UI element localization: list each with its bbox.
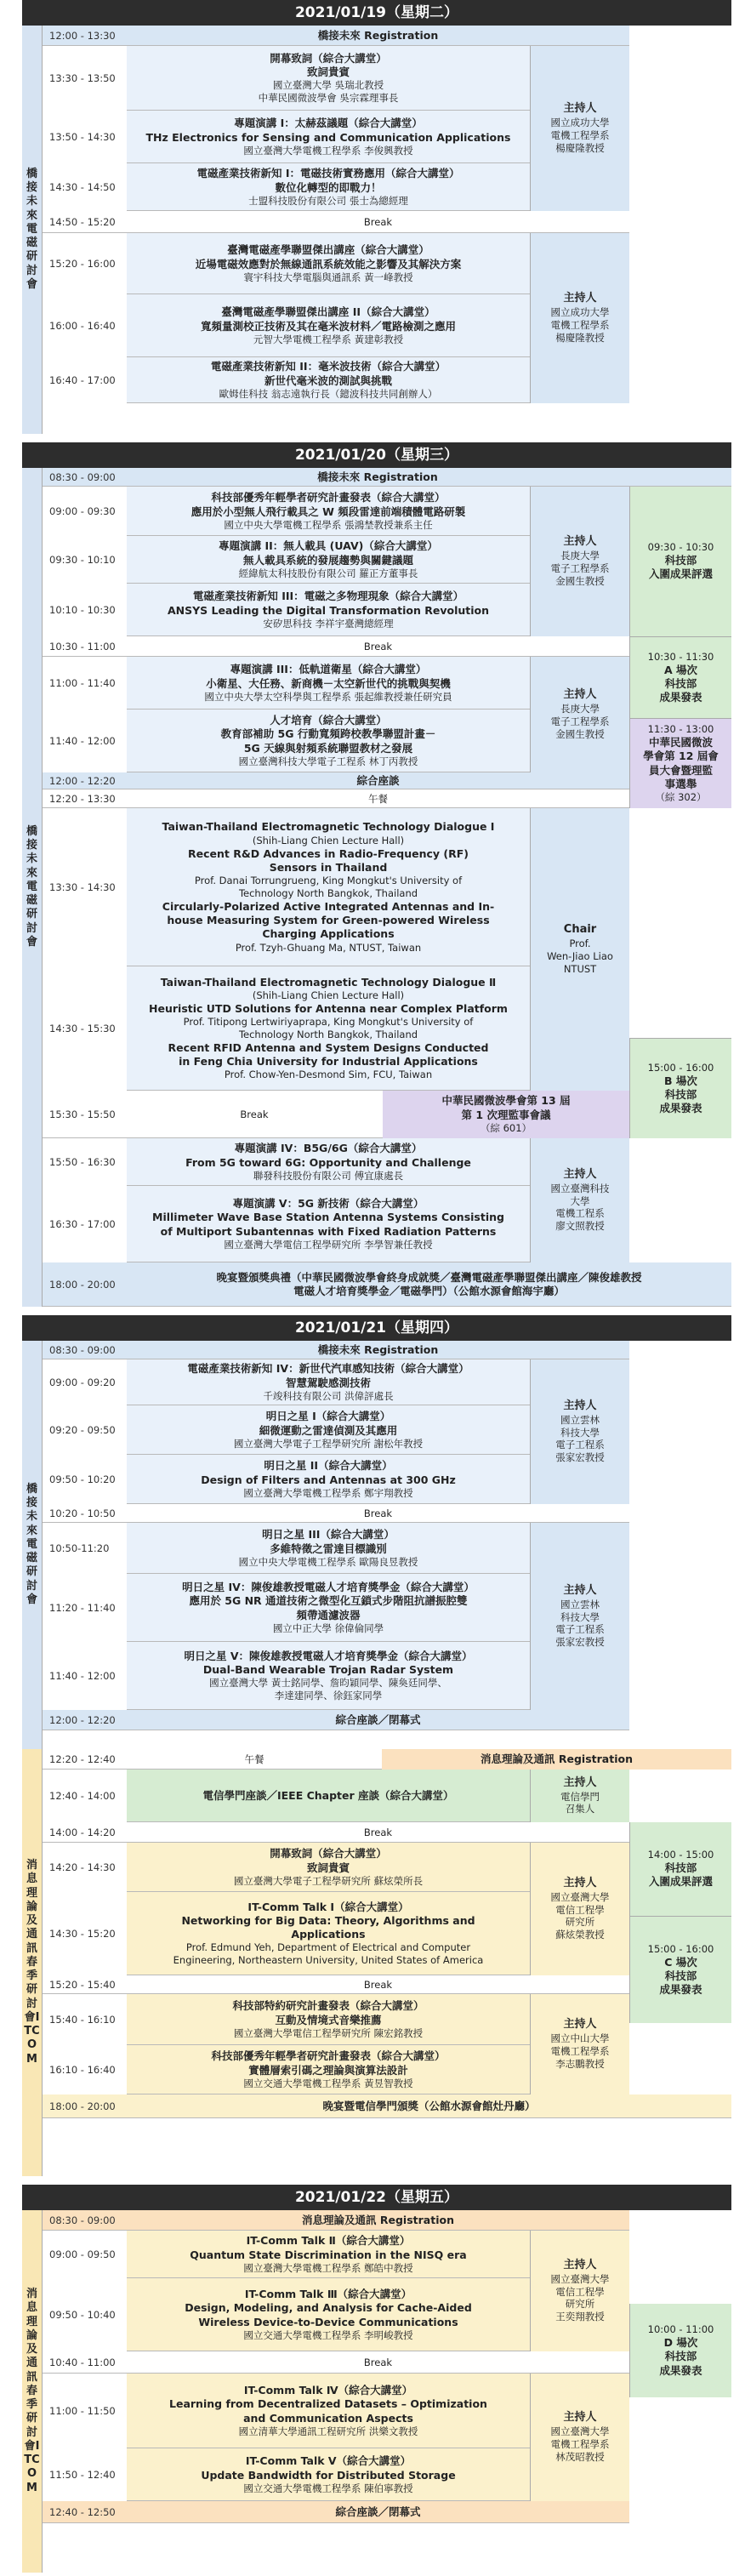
time-cell: 14:00 - 14:20: [49, 1827, 116, 1838]
industry-session: 電磁產業技術新知 II：毫米波技術（綜合大講堂） 新世代毫米波的測試與挑戰 歐姆佳科技 翁志遠執行長（鐿波科技共同創辦人）: [210, 360, 446, 400]
panel-label: 綜合座談: [356, 773, 400, 787]
registration-label: 消息理論及通訊 Registration: [382, 1749, 731, 1770]
time-cell: 16:30 - 17:00: [49, 1218, 116, 1230]
track-label: 消息理論及通訊春季研討會ITCOM: [22, 2210, 43, 2573]
banquet-label: 晚宴暨電信學門頒獎（公館水源會館灶丹廳）: [322, 2099, 536, 2112]
time-cell: 09:50 - 10:20: [49, 1473, 116, 1485]
registration-label: 橋接未來 Registration: [317, 470, 438, 483]
time-cell: 12:40 - 12:50: [49, 2506, 116, 2518]
rising-star-session: 明日之星 I（綜合大講堂） 細微運動之雷達偵測及其應用 國立臺灣大學電子工程學研究所 謝松年教授: [233, 1410, 424, 1450]
day-1-header: 2021/01/19（星期二）: [22, 0, 731, 26]
time-cell: 10:20 - 10:50: [49, 1507, 116, 1519]
host-cell: 主持人 國立臺灣大學 電信工程學 研究所 王奕翔教授: [530, 2231, 629, 2351]
registration-label: 橋接未來 Registration: [317, 28, 439, 42]
break-label: Break: [363, 215, 393, 228]
day-2-section: [22, 442, 731, 1307]
time-cell: 16:00 - 16:40: [49, 320, 116, 332]
host-cell: 主持人 長庚大學 電子工程學系 金國生教授: [530, 657, 629, 772]
time-cell: 08:30 - 09:00: [49, 471, 116, 483]
track-label: 消息理論及通訊春季研討會ITCOM: [22, 1749, 43, 2176]
track-label: 橋接未來電磁研討會: [22, 1341, 43, 1749]
host-cell: 主持人 國立成功大學 電機工程學系 楊慶隆教授: [530, 46, 629, 211]
research-session: 科技部優秀年輕學者研究計畫發表（綜合大講堂） 實體層索引碼之理論與演算法設計 國立交通大學電機工程學系 黃昱智教授: [211, 2049, 446, 2089]
time-cell: 09:00 - 09:20: [49, 1376, 116, 1388]
registration-label: 消息理論及通訊 Registration: [302, 2213, 454, 2226]
dialogue-session: Taiwan-Thailand Electromagnetic Technology Dialogue Ⅱ (Shih-Liang Chien Lecture Hall) Heuristic UTD Solutions for Antenna near Complex Platform Prof. Titipong Lertwiriyaprapa, King Mongkut's University of Technology North Bangkok, Thailand Recent RFID Antenna and System Designs Conducted in Feng Chia University for Industrial Applications Prof. Chow-Yen-Desmond Sim, FCU, Taiwan: [149, 975, 508, 1081]
lecture-session: 臺灣電磁產學聯盟傑出講座 II（綜合大講堂） 寬頻量測校正技術及其在毫米波材料／電路檢測之應用 元智大學電機工程學系 黃建彰教授: [200, 305, 456, 345]
time-cell: 14:30 - 15:20: [49, 1928, 116, 1940]
time-cell: 11:50 - 12:40: [49, 2469, 116, 2481]
time-cell: 09:20 - 09:50: [49, 1424, 116, 1436]
break-label: Break: [363, 640, 393, 653]
day-4-header: 2021/01/22（星期五）: [22, 2185, 731, 2210]
time-cell: 11:00 - 11:40: [49, 677, 116, 689]
time-cell: 12:00 - 12:20: [49, 775, 116, 787]
time-cell: 14:50 - 15:20: [49, 216, 116, 228]
itcomm-talk: IT-Comm Talk Ⅰ（綜合大講堂） Networking for Big Data: Theory, Algorithms and Applications Prof. Edmund Yeh, Department of Electrical and Computer Engineering, Northeastern University, United States of America: [173, 1900, 484, 1967]
itcomm-talk: IT-Comm Talk Ⅳ（綜合大講堂） Learning from Decentralized Datasets – Optimization and Communication Aspects 國立清華大學通訊工程研究所 洪樂文教授: [169, 2384, 487, 2437]
session-a-slot: 10:30 - 11:30 A 場次 科技部 成果發表: [629, 636, 731, 718]
track-label: 橋接未來電磁研討會: [22, 26, 43, 434]
day-3-header: 2021/01/21（星期四）: [22, 1315, 731, 1341]
session-c-slot: 15:00 - 16:00 C 場次 科技部 成果發表: [629, 1916, 731, 2023]
opening-session: 開幕致詞（綜合大講堂） 致詞貴賓 國立臺灣大學電子工程學研究所 蘇炫榮所長: [233, 1847, 424, 1887]
banquet-label: 晚宴暨頒獎典禮（中華民國微波學會終身成就獎／臺灣電磁產學聯盟傑出講座／陳俊雄教授 電磁人才培育獎學金／電磁學門）（公館水源會館海宇廳）: [216, 1270, 642, 1297]
time-cell: 10:10 - 10:30: [49, 604, 116, 616]
assembly-slot: 11:30 - 13:00 中華民國微波 學會第 12 屆會 員大會暨理監 事選舉 （綜 302）: [629, 718, 731, 808]
time-cell: 09:50 - 10:40: [49, 2309, 116, 2321]
time-cell: 10:30 - 11:00: [49, 641, 116, 653]
time-cell: 15:50 - 16:30: [49, 1156, 116, 1168]
host-cell: 主持人 國立成功大學 電機工程學系 楊慶隆教授: [530, 233, 629, 403]
time-cell: 12:00 - 13:30: [49, 30, 116, 42]
break-label: Break: [363, 2356, 393, 2368]
rising-star-session: 明日之星 IV：陳俊雄教授電磁人才培育獎學金（綜合大講堂） 應用於 5G NR 通道技術之微型化互鎖式步階阻抗譜振腔雙 頻帶通濾波器 國立中正大學 徐偉倫同學: [182, 1581, 475, 1634]
break-label: Break: [363, 1826, 393, 1838]
registration-label: 橋接未來 Registration: [317, 1342, 439, 1356]
break-label: Break: [363, 1507, 393, 1519]
closing-label: 綜合座談／閉幕式: [335, 2505, 421, 2518]
host-cell: 主持人 國立臺灣科技 大學 電機工程系 廖文照教授: [530, 1138, 629, 1262]
host-cell: 主持人 國立中山大學 電機工程學系 李志鵬教授: [530, 1994, 629, 2094]
rising-star-session: 明日之星 II（綜合大講堂） Design of Filters and Antennas at 300 GHz 國立臺灣大學電機工程學系 鄭宇翔教授: [201, 1459, 456, 1499]
dialogue-session: Taiwan-Thailand Electromagnetic Technology Dialogue Ⅰ (Shih-Liang Chien Lecture Hall) Recent R&D Advances in Radio-Frequency (RF) Sensors in Thailand Prof. Danai Torrungrueng, King Mongkut's University of Technology North Bangkok, Thailand Circularly-Polarized Active Integrated Antennas and In- house Measuring System for Green-powered Wireless Charging Applications Prof. Tzyh-Ghuang Ma, NTUST, Taiwan: [162, 820, 495, 954]
lecture-session: 臺灣電磁產學聯盟傑出講座（綜合大講堂） 近場電磁效應對於無線通訊系統效能之影響及其解決方案 寰宇科技大學電腦與通訊系 黃一峰教授: [195, 243, 462, 283]
host-cell: 主持人 國立臺灣大學 電信工程學 研究所 蘇炫榮教授: [530, 1843, 629, 1975]
keynote-session: 專題演講 IV：B5G/6G（綜合大講堂） From 5G toward 6G: Opportunity and Challenge 聯發科技股份有限公司 傅宜康處長: [185, 1142, 471, 1182]
time-cell: 10:40 - 11:00: [49, 2357, 116, 2368]
time-cell: 08:30 - 09:00: [49, 2214, 116, 2226]
time-cell: 11:40 - 12:00: [49, 735, 116, 747]
time-cell: 18:00 - 20:00: [49, 1279, 116, 1291]
time-cell: 12:00 - 12:20: [49, 1714, 116, 1726]
panel-session: 電信學門座談／IEEE Chapter 座談（綜合大講堂）: [202, 1788, 454, 1802]
itcomm-talk: IT-Comm Talk Ⅲ（綜合大講堂） Design, Modeling, and Analysis for Cache-Aided Wireless Device-to-Device Communications 國立交通大學電機工程學系 李明峻教授: [185, 2288, 472, 2341]
time-cell: 16:40 - 17:00: [49, 374, 116, 386]
session-b-slot: 15:00 - 16:00 B 場次 科技部 成果發表: [629, 1038, 731, 1138]
lunch-label: 午餐: [368, 792, 388, 805]
itcomm-talk: IT-Comm Talk Ⅴ（綜合大講堂） Update Bandwidth for Distributed Storage 國立交通大學電機工程學系 陳伯寧教授: [201, 2454, 456, 2494]
closing-label: 綜合座談／閉幕式: [335, 1713, 421, 1726]
lunch-label: 午餐: [244, 1752, 264, 1765]
break-label: Break: [240, 1108, 269, 1120]
track-label: 橋接未來電磁研討會: [22, 468, 43, 1307]
time-cell: 09:00 - 09:30: [49, 505, 116, 517]
keynote-session: 專題演講 II：無人載具 (UAV)（綜合大講堂） 無人載具系統的發展趨勢與關鍵議題 經緯航太科技股份有限公司 羅正方董事長: [219, 539, 438, 579]
time-cell: 18:00 - 20:00: [49, 2100, 116, 2112]
time-cell: 15:20 - 15:40: [49, 1979, 116, 1991]
session-d-slot: 10:00 - 11:00 D 場次 科技部 成果發表: [629, 2304, 731, 2397]
time-cell: 15:20 - 16:00: [49, 258, 116, 270]
chair-cell: Chair Prof. Wen-Jiao Liao NTUST: [530, 808, 629, 1091]
time-cell: 15:30 - 15:50: [49, 1108, 116, 1120]
time-cell: 13:30 - 13:50: [49, 72, 116, 84]
host-cell: 主持人 電信學門 召集人: [530, 1770, 629, 1822]
time-cell: 12:40 - 14:00: [49, 1790, 116, 1802]
day-4-section: [22, 2185, 731, 2573]
rising-star-session: 明日之星 V：陳俊雄教授電磁人才培育獎學金（綜合大講堂） Dual-Band Wearable Trojan Radar System 國立臺灣大學 黃士銘同學、詹昀穎同學、陳奐廷同學、 李達建同學、徐鈺家同學: [184, 1649, 473, 1702]
time-cell: 13:30 - 14:30: [49, 881, 116, 893]
host-cell: 主持人 長庚大學 電子工程學系 金國生教授: [530, 487, 629, 636]
research-session: 科技部特約研究計畫發表（綜合大講堂） 互動及情境式音樂推薦 國立臺灣大學電信工程學研究所 陳宏銘教授: [232, 1999, 424, 2039]
rising-star-session: 明日之星 III（綜合大講堂） 多維特徵之雷達目標識別 國立中央大學電機工程學系 歐陽良昱教授: [238, 1528, 418, 1568]
time-cell: 15:40 - 16:10: [49, 2014, 116, 2026]
time-cell: 14:20 - 14:30: [49, 1861, 116, 1873]
industry-session: 電磁產業技術新知 III：電磁之多物理現象（綜合大講堂） ANSYS Leading the Digital Transformation Revolution 安矽思科技 李祥宇臺灣總經理: [167, 590, 490, 630]
moe-selection-slot: 09:30 - 10:30 科技部 入圍成果評選: [629, 487, 731, 636]
time-cell: 12:20 - 13:30: [49, 793, 116, 805]
day-3-section: [22, 1315, 731, 2176]
host-cell: 主持人 國立雲林 科技大學 電子工程系 張家宏教授: [530, 1523, 629, 1710]
time-cell: 14:30 - 14:50: [49, 181, 116, 193]
keynote-session: 專題演講 I：太赫茲議題（綜合大講堂） THz Electronics for Sensing and Communication Applications 國立臺灣大學電機工程學系 李俊興教授: [145, 117, 511, 157]
board-meeting: 中華民國微波學會第 13 屆 第 1 次理監事會議 （綜 601）: [383, 1091, 629, 1138]
industry-session: 電磁產業技術新知 IV：新世代汽車感知技術（綜合大講堂） 智慧駕駛感測技術 千竣科技有限公司 洪偉評處長: [187, 1362, 469, 1402]
time-cell: 11:00 - 11:50: [49, 2405, 116, 2417]
education-session: 人才培育（綜合大講堂） 教育部補助 5G 行動寬頻跨校教學聯盟計畫－ 5G 天線與射頻系統聯盟教材之發展 國立臺灣科技大學電子工程系 林丁丙教授: [220, 714, 436, 767]
time-cell: 11:20 - 11:40: [49, 1602, 116, 1614]
host-cell: 主持人 國立臺灣大學 電機工程學系 林茂昭教授: [530, 2374, 629, 2501]
time-cell: 09:00 - 09:50: [49, 2248, 116, 2260]
day-2-header: 2021/01/20（星期三）: [22, 442, 731, 468]
time-cell: 13:50 - 14:30: [49, 131, 116, 143]
keynote-session: 專題演講 III：低軌道衛星（綜合大講堂） 小衛星、大任務、新商機－太空新世代的挑戰與契機 國立中央大學太空科學與工程學系 張起維教授兼任研究員: [204, 663, 452, 703]
industry-session: 電磁產業技術新知 I：電磁技術實務應用（綜合大講堂） 數位化轉型的即戰力！ 士盟科技股份有限公司 張士為總經理: [196, 167, 460, 207]
time-cell: 10:50-11:20: [49, 1542, 110, 1554]
research-session: 科技部優秀年輕學者研究計畫發表（綜合大講堂） 應用於小型無人飛行載具之 W 頻段雷達前端積體電路研製 國立中央大學電機工程學系 張鴻埜教授兼系主任: [191, 491, 466, 531]
break-label: Break: [363, 1978, 393, 1991]
time-cell: 08:30 - 09:00: [49, 1344, 116, 1356]
time-cell: 12:20 - 12:40: [49, 1753, 116, 1765]
host-cell: 主持人 國立雲林 科技大學 電子工程系 張家宏教授: [530, 1359, 629, 1504]
time-cell: 16:10 - 16:40: [49, 2064, 116, 2076]
time-cell: 14:30 - 15:30: [49, 1023, 116, 1034]
time-cell: 09:30 - 10:10: [49, 554, 116, 566]
itcomm-talk: IT-Comm Talk Ⅱ（綜合大講堂） Quantum State Discrimination in the NISQ era 國立臺灣大學電機工程學系 鄭皓中教授: [190, 2234, 467, 2274]
time-cell: 11:40 - 12:00: [49, 1670, 116, 1682]
moe-selection-slot: 14:00 - 15:00 科技部 入圍成果評選: [629, 1822, 731, 1916]
opening-session: 開幕致詞（綜合大講堂） 致詞貴賓 國立臺灣大學 吳瑞北教授 中華民國微波學會 吳宗霖理事長: [258, 51, 399, 105]
keynote-session: 專題演講 V：5G 新技術（綜合大講堂） Millimeter Wave Base Station Antenna Systems Consisting of Multiport Subantennas with Fixed Radiation Patterns 國立臺灣大學電信工程學研究所 李學智兼任教授: [152, 1197, 504, 1251]
day-1-section: [22, 0, 731, 434]
